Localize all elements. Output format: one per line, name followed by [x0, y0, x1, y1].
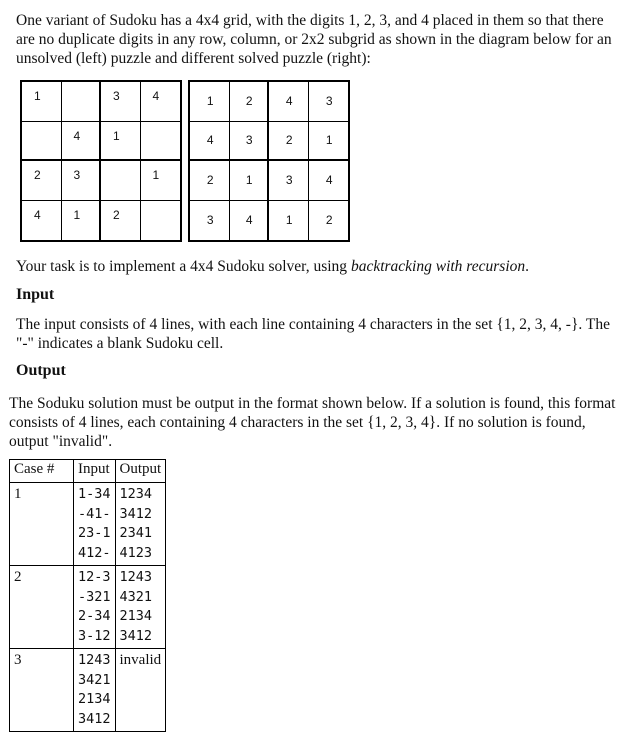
unsolved-grid-cell: 1 [101, 122, 141, 162]
unsolved-grid-cell: 2 [22, 161, 62, 201]
case-output [115, 649, 166, 732]
output-line: 3412 [119, 505, 153, 522]
unsolved-grid-cell: 1 [22, 82, 62, 122]
case-number: 3 [10, 649, 74, 732]
solved-grid-cell: 4 [230, 201, 270, 241]
unsolved-grid-cell [141, 122, 181, 162]
unsolved-grid-cell [101, 161, 141, 201]
solved-grid-cell: 4 [309, 161, 349, 201]
case-output [115, 483, 166, 566]
input-line: 412- [78, 544, 111, 561]
input-paragraph: The input consists of 4 lines, with each line containing 4 characters in the set {1, 2, 3, 4, -}. The "-" indicates a blank Sudoku cell. [16, 316, 610, 352]
task-emphasis: backtracking with recursion [350, 258, 526, 275]
output-line: 4123 [119, 544, 153, 561]
output-line: 4321 [119, 588, 153, 605]
unsolved-grid-cell: 1 [62, 201, 102, 241]
unsolved-grid-cell: 4 [62, 122, 102, 162]
case-number: 2 [10, 566, 74, 649]
unsolved-grid-cell [62, 82, 102, 122]
header-input: Input [74, 460, 116, 483]
output-line: 3412 [119, 627, 153, 644]
solved-grid-cell: 2 [190, 161, 230, 201]
solved-grid-cell: 2 [325, 213, 333, 228]
output-line: 1243 [119, 569, 153, 585]
input-line: 2134 [78, 691, 111, 707]
task-paragraph [16, 257, 624, 276]
unsolved-grid-cell [141, 201, 181, 241]
solved-grid-cell: 1 [309, 122, 349, 162]
output-line: invalid [119, 652, 162, 668]
solved-grid-cell: 3 [269, 161, 309, 201]
input-line: 1-34 [78, 486, 111, 502]
solved-grid-cell: 3 [309, 82, 349, 122]
input-heading: Input [16, 286, 55, 303]
header-output: Output [115, 460, 166, 483]
solved-sudoku-grid [188, 80, 350, 242]
output-line: 2341 [119, 525, 153, 541]
unsolved-grid-cell: 3 [101, 82, 141, 122]
solved-grid-cell: 3 [230, 122, 270, 162]
input-line: -41- [78, 505, 111, 522]
unsolved-grid-cell: 3 [62, 161, 102, 201]
solved-grid-cell: 1 [190, 82, 230, 122]
table-row [10, 649, 166, 732]
input-line: -321 [78, 588, 111, 605]
input-line: 3412 [78, 710, 111, 727]
input-line: 2-34 [78, 608, 111, 624]
output-paragraph: The Soduku solution must be output in the format shown below. If a solution is found, this format consists of 4 lines, each containing 4 characters in the set {1, 2, 3, 4}. If no solution is found, output "invalid". [9, 395, 616, 450]
output-line: 1234 [119, 486, 153, 502]
output-line: 2134 [119, 608, 153, 624]
intro-paragraph: One variant of Sudoku has a 4x4 grid, with the digits 1, 2, 3, and 4 placed in them so that there are no duplicate digits in any row, column, or 2x2 subgrid as shown in the diagram below for an unsolved (left) puzzle and different solved puzzle (right): [16, 12, 612, 67]
input-line: 12-3 [78, 569, 111, 585]
solved-grid-cell: 4 [269, 82, 309, 122]
solved-grid-cell: 1 [230, 161, 270, 201]
input-line: 1243 [78, 652, 111, 668]
unsolved-grid-cell: 4 [22, 201, 62, 241]
solved-grid-cell: 1 [269, 201, 309, 241]
input-line: 3-12 [78, 627, 111, 644]
unsolved-grid-cell: 2 [101, 201, 141, 241]
unsolved-sudoku-grid [20, 80, 182, 242]
solved-grid-cell: 2 [230, 82, 270, 122]
unsolved-grid-cell [22, 122, 62, 162]
solved-grid-cell: 3 [190, 201, 230, 241]
case-input [74, 566, 116, 649]
task-prefix: Your task is to implement a 4x4 Sudoku solver, using [16, 258, 351, 275]
table-body [10, 483, 166, 732]
solved-grid-cell: 4 [190, 122, 230, 162]
table-header-row [10, 460, 166, 483]
table-row [10, 566, 166, 649]
input-line: 23-1 [78, 525, 111, 541]
case-input [74, 483, 116, 566]
header-case: Case # [10, 460, 74, 483]
input-line: 3421 [78, 671, 111, 688]
case-output [115, 566, 166, 649]
table-row [10, 483, 166, 566]
output-heading: Output [16, 362, 66, 379]
unsolved-grid-cell: 1 [141, 161, 181, 201]
solved-grid-cell: 2 [269, 122, 309, 162]
unsolved-grid-cell: 4 [141, 82, 181, 122]
task-suffix: . [525, 258, 530, 275]
case-number: 1 [10, 483, 74, 566]
examples-table [9, 459, 166, 732]
case-input [74, 649, 116, 732]
